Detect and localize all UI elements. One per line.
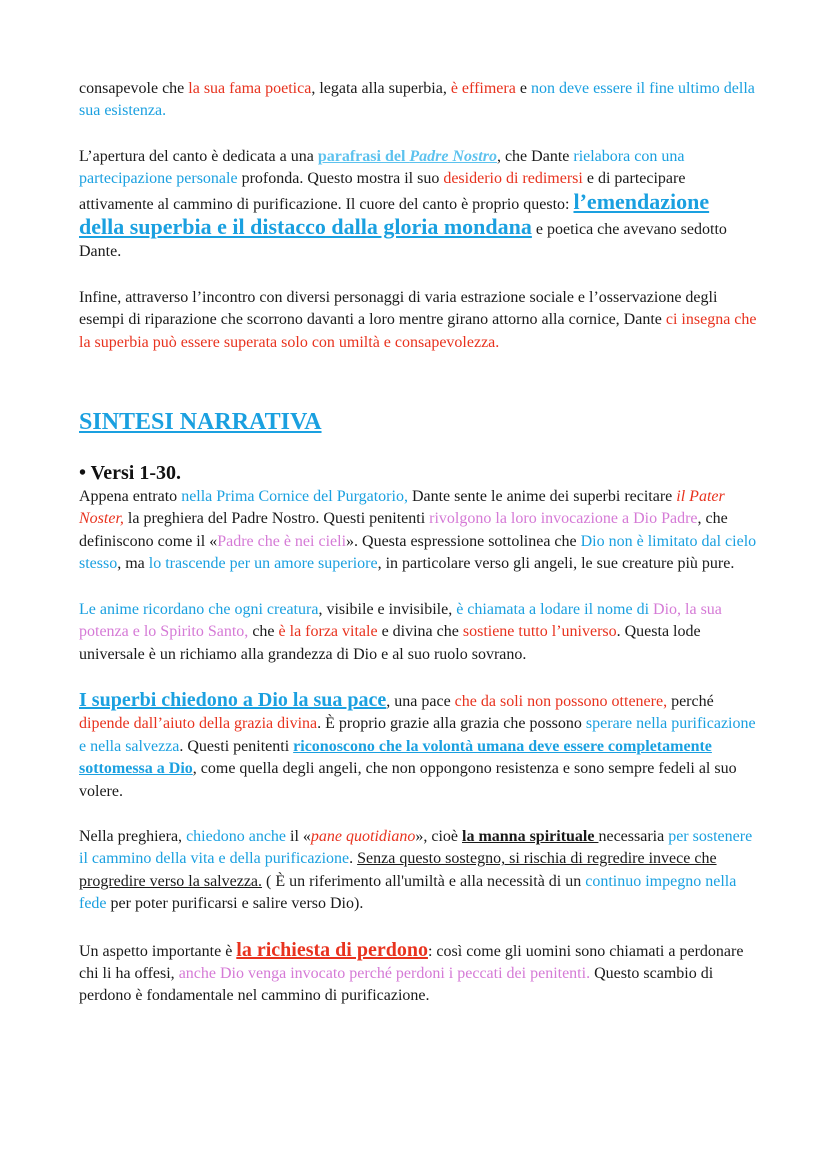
highlight-red: desiderio di redimersi	[443, 170, 583, 188]
text-run: ». Questa espressione sottolinea che	[346, 532, 581, 550]
text-run: ( È un riferimento all'umiltà e alla necessità di un	[262, 872, 586, 890]
highlight-red: è effimera	[450, 80, 516, 97]
underlined-text: Senza questo sostegno, si rischia di regredire invece che progredire verso la salvezza.	[79, 850, 717, 890]
highlight-light-blue-italic: Padre Nostro	[409, 147, 497, 165]
text-run: .	[349, 850, 358, 868]
text-run: e	[515, 80, 531, 97]
text-run: Infine, attraverso l’incontro con diversi personaggi di varia estrazione sociale e l’osservazione degli esempi di riparazione che scorrono davanti a loro mentre girano attorno alla cornice, Dante	[79, 288, 718, 329]
paragraph-anime-ricordano	[79, 599, 759, 666]
highlight-pink: anche Dio venga invocato perché perdoni i peccati dei penitenti.	[178, 964, 591, 982]
text-run: », cioè	[415, 827, 462, 845]
emphasis-manna-spirituale: la manna spirituale	[462, 827, 599, 845]
text-run: consapevole che	[79, 80, 189, 97]
text-run: : così come gli uomini sono chiamati a perdonare chi li ha offesi,	[79, 942, 744, 982]
highlight-red: ci insegna che la superbia può essere superata solo con umiltà e consapevolezza.	[79, 311, 757, 351]
highlight-blue: lo trascende per un amore superiore	[148, 555, 378, 573]
text-run: Un aspetto importante è	[79, 942, 237, 960]
highlight-blue: nella Prima Cornice del Purgatorio,	[181, 488, 408, 506]
text-run: necessaria	[598, 827, 669, 845]
text-run: , in particolare verso gli angeli, le sue creature più pure.	[377, 555, 735, 573]
highlight-red-italic: il Pater Noster,	[79, 488, 725, 528]
text-run: , una pace	[386, 692, 455, 710]
text-run: Nella preghiera,	[79, 827, 187, 845]
emphasis-emendazione: l’emendazione della superbia e il distacco dalla gloria mondana	[79, 188, 710, 240]
highlight-blue: per sostenere il cammino della vita e della purificazione	[79, 827, 753, 868]
text-run: . È proprio grazie alla grazia che possono	[317, 715, 586, 733]
paragraph-appena-entrato	[79, 486, 759, 576]
text-run: e divina che	[377, 623, 463, 641]
paragraph-infine	[79, 287, 759, 354]
highlight-blue: continuo impegno nella fede	[79, 872, 737, 913]
text-run: il «	[286, 827, 311, 845]
highlight-blue: è chiamata a lodare il nome di	[456, 600, 654, 618]
text-run: per poter purificarsi e salire verso Dio).	[106, 895, 364, 913]
highlight-red: dipende dall’aiuto della grazia divina	[79, 715, 318, 733]
text-run: che	[248, 623, 279, 641]
highlight-red: è la forza vitale	[278, 623, 378, 641]
paragraph-superbi-pace	[79, 689, 759, 803]
highlight-pink: rivolgono la loro invocazione a Dio Padre	[429, 510, 698, 528]
highlight-pink: Padre che è nei cieli	[217, 532, 347, 550]
emphasis-richiesta-perdono: la richiesta di perdono	[236, 938, 428, 961]
highlight-red-italic: pane quotidiano	[310, 827, 416, 845]
text-run: e di partecipare attivamente al cammino di purificazione. Il cuore del canto è proprio questo:	[79, 170, 686, 213]
text-run: , ma	[117, 555, 149, 573]
highlight-blue: Dio non è limitato dal cielo stesso	[79, 532, 757, 573]
highlight-blue: rielabora con una partecipazione personale	[79, 147, 685, 188]
text-run: , che definiscono come il «	[79, 510, 728, 550]
section-heading: SINTESI NARRATIVA	[79, 409, 322, 436]
emphasis-superbi-pace: I superbi chiedono a Dio la sua pace	[79, 688, 387, 711]
highlight-light-blue: parafrasi del	[317, 147, 410, 165]
highlight-blue: Le anime ricordano che ogni creatura	[79, 600, 319, 618]
paragraph-perdono	[79, 939, 759, 1008]
text-run: Questo scambio di perdono è fondamentale nel cammino di purificazione.	[79, 964, 714, 1005]
text-run: . Questa lode universale è un richiamo alla grandezza di Dio e al suo ruolo sovrano.	[79, 623, 701, 663]
text-run: , visibile e invisibile,	[318, 600, 457, 618]
highlight-red: sostiene tutto l’universo	[462, 623, 617, 641]
text-run: L’apertura del canto è dedicata a una	[79, 147, 318, 165]
subheading-versi: • Versi 1-30.	[79, 462, 182, 485]
paragraph-apertura-canto	[79, 146, 759, 264]
document-page	[79, 78, 759, 1031]
text-run: , legata alla superbia,	[311, 80, 451, 97]
text-run: . Questi penitenti	[179, 737, 294, 755]
text-run: perché	[667, 692, 714, 710]
highlight-pink: Dio, la sua potenza e lo Spirito Santo,	[79, 600, 722, 641]
text-run: e poetica che avevano sedotto Dante.	[79, 221, 727, 261]
emphasis-volonta-umana: riconoscono che la volontà umana deve essere completamente sottomessa a Dio	[79, 737, 712, 778]
paragraph-fama-poetica	[79, 78, 759, 123]
highlight-blue: sperare nella purificazione e nella salvezza	[79, 715, 756, 755]
text-run: Dante sente le anime dei superbi recitare	[407, 488, 677, 506]
text-run: profonda. Questo mostra il suo	[237, 170, 444, 188]
highlight-red: la sua fama poetica	[188, 80, 312, 97]
highlight-red: che da soli non possono ottenere,	[454, 692, 668, 710]
highlight-blue: chiedono anche	[186, 827, 287, 845]
highlight-blue: non deve essere il fine ultimo della sua esistenza.	[79, 80, 755, 120]
text-run: Appena entrato	[79, 488, 182, 506]
paragraph-preghiera	[79, 826, 759, 916]
text-run: , come quella degli angeli, che non oppongono resistenza e sono sempre fedeli al suo volere.	[79, 760, 737, 800]
text-run: , che Dante	[496, 147, 574, 165]
text-run: la preghiera del Padre Nostro. Questi penitenti	[123, 510, 430, 528]
